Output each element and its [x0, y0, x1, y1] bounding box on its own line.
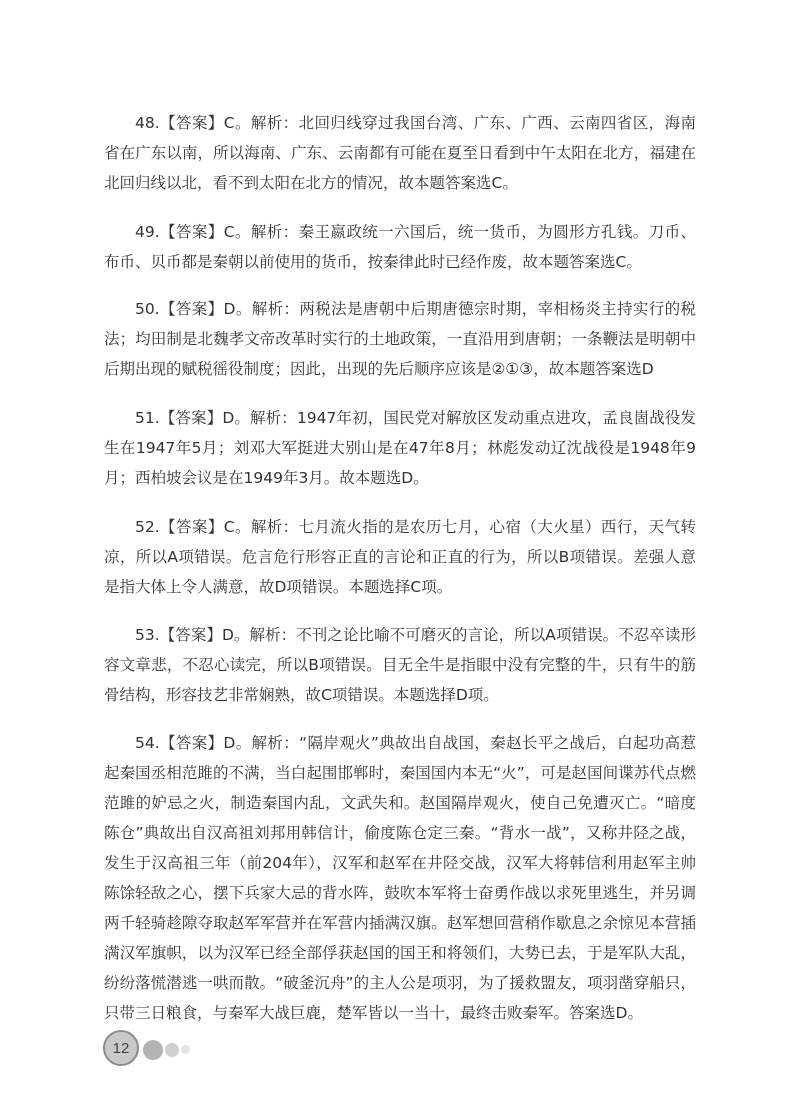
answer-53: 53.【答案】D。解析：不刊之论比喻不可磨灭的言论，所以A项错误。不忍卒读形容文章悲，不忍心读完，所以B项错误。目无全牛是指眼中没有完整的牛，只有牛的筋骨结构，形容技艺非常娴熟，故C项错误。本题选择D项。 [104, 626, 696, 704]
page-number: 12 [103, 1030, 139, 1066]
decorative-dot-icon [181, 1045, 190, 1054]
answer-52: 52.【答案】C。解析：七月流火指的是农历七月，心宿（大火星）西行，天气转凉，所以A项错误。危言危行形容正直的言论和正直的行为，所以B项错误。差强人意是指大体上令人满意，故D项错误。本题选择C项。 [104, 518, 696, 596]
answer-49: 49.【答案】C。解析：秦王嬴政统一六国后，统一货币，为圆形方孔钱。刀币、布币、贝币都是秦朝以前使用的货币，按秦律此时已经作废，故本题答案选C。 [104, 223, 696, 271]
answer-48: 48.【答案】C。解析：北回归线穿过我国台湾、广东、广西、云南四省区，海南省在广东以南，所以海南、广东、云南都有可能在夏至日看到中午太阳在北方，福建在北回归线以北，看不到太阳在北方的情况，故本题答案选C。 [104, 114, 696, 192]
answer-54: 54.【答案】D。解析：“隔岸观火”典故出自战国，秦赵长平之战后，白起功高惹起秦国丞相范雎的不满，当白起围邯郸时，秦国国内本无“火”，可是赵国间谍苏代点燃范雎的妒忌之火，制造秦国内乱，文武失和。赵国隔岸观火，使自己免遭灭亡。“暗度陈仓”典故出自汉高祖刘邦用韩信计，偷度陈仓定三秦。“背水一战”，又称井陉之战，发生于汉高祖三年（前204年），汉军和赵军在井陉交战，汉军大将韩信利用赵军主帅陈馀轻敌之心，摆下兵家大忌的背水阵，鼓吹本军将士奋勇作战以求死里逃生，并另调两千轻骑趁隙夺取赵军军营并在军营内插满汉旗。赵军想回营稍作歇息之余惊见本营插满汉军旗帜，以为汉军已经全部俘获赵国的国王和将领们，大势已去，于是军队大乱，纷纷落慌潜逃一哄而散。“破釜沉舟”的主人公是项羽，为了援救盟友，项羽凿穿船只，只带三日粮食，与秦军大战巨鹿，楚军皆以一当十，最终击败秦军。答案选D。 [104, 734, 696, 1022]
answer-50: 50.【答案】D。解析：两税法是唐朝中后期唐德宗时期，宰相杨炎主持实行的税法；均田制是北魏孝文帝改革时实行的土地政策，一直沿用到唐朝；一条鞭法是明朝中后期出现的赋税徭役制度；因此，出现的先后顺序应该是②①③，故本题答案选D [104, 300, 696, 378]
page-footer [103, 1030, 223, 1070]
decorative-dot-icon [143, 1040, 163, 1060]
decorative-dot-icon [165, 1043, 179, 1057]
answer-explanations [104, 108, 696, 1047]
answer-51: 51.【答案】D。解析：1947年初，国民党对解放区发动重点进攻，孟良崮战役发生在1947年5月；刘邓大军挺进大别山是在47年8月；林彪发动辽沈战役是1948年9月；西柏坡会议是在1949年3月。故本题选D。 [104, 409, 696, 487]
